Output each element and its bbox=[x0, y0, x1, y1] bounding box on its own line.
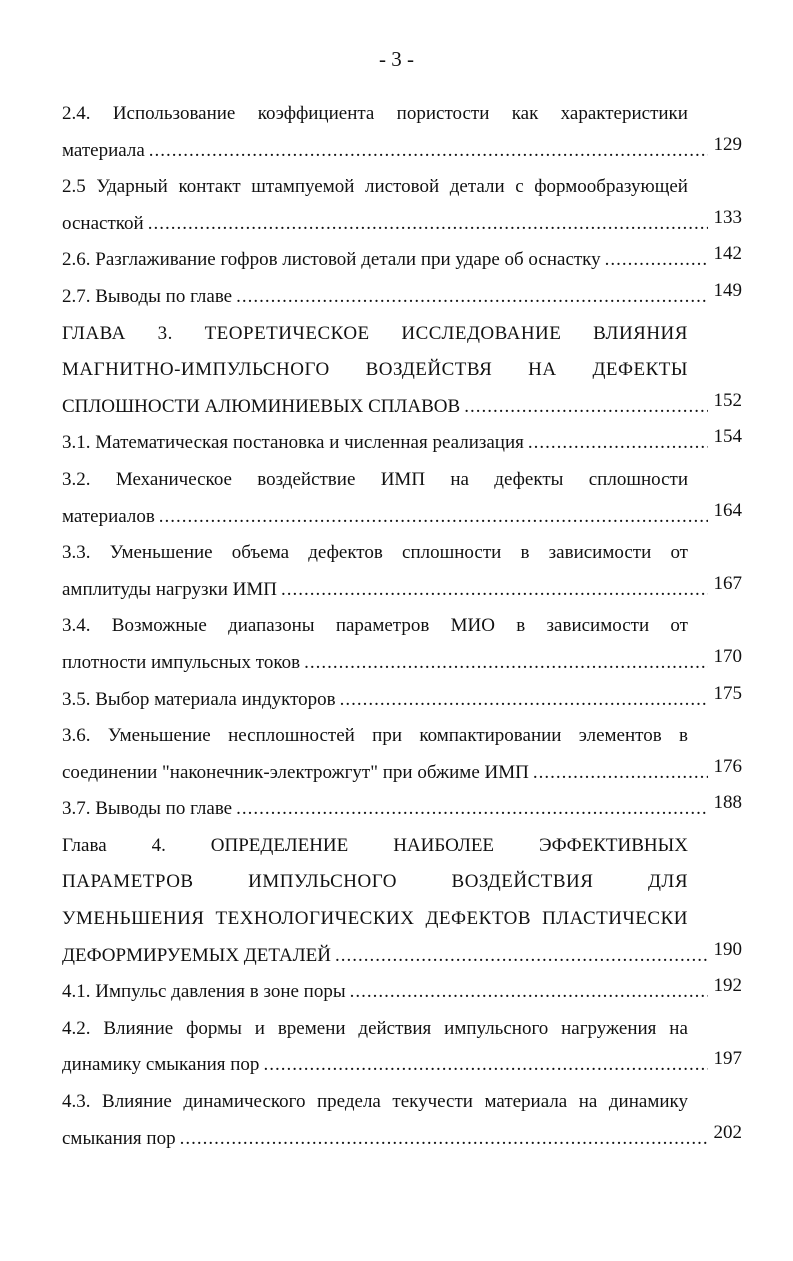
toc-entry-line bbox=[62, 1011, 688, 1048]
toc-page-number: 142 bbox=[713, 243, 742, 265]
toc-word: Влияние bbox=[103, 1017, 174, 1039]
toc-entry-title: плотности импульсных токов bbox=[62, 651, 301, 673]
toc-word: сплошности bbox=[402, 542, 502, 564]
toc-entry bbox=[62, 974, 742, 1011]
toc-entry-title: соединении "наконечник-электрожгут" при обжиме ИМП bbox=[62, 761, 529, 783]
toc-leader-dots bbox=[601, 242, 708, 279]
toc-entry-last-line bbox=[62, 389, 742, 426]
toc-entry-title: 3.5. Выбор материала индукторов bbox=[62, 688, 336, 710]
toc-entry bbox=[62, 828, 742, 974]
toc-word: МИО bbox=[450, 615, 495, 637]
toc-word: НАИБОЛЕЕ bbox=[393, 834, 495, 856]
toc-word: импульсного bbox=[444, 1017, 549, 1039]
toc-word: сплошности bbox=[588, 468, 688, 490]
toc-entry bbox=[62, 96, 742, 169]
toc-entry bbox=[62, 316, 742, 426]
toc-entry-last-line bbox=[62, 425, 742, 462]
toc-page-number: 164 bbox=[713, 499, 742, 521]
toc-word: ДЕФЕКТОВ bbox=[425, 908, 532, 930]
toc-word: 4.2. bbox=[62, 1017, 91, 1039]
toc-entry-last-line bbox=[62, 645, 742, 682]
toc-entry-title: материала bbox=[62, 139, 145, 161]
toc-word: элементов bbox=[578, 725, 662, 747]
toc-word: в bbox=[516, 615, 526, 637]
toc-word: объема bbox=[231, 542, 290, 564]
toc-word: коэффициента bbox=[257, 103, 375, 124]
toc-word: компактировании bbox=[419, 725, 562, 747]
toc-page-number: 154 bbox=[713, 426, 742, 448]
toc-leader-dots bbox=[331, 938, 708, 975]
toc-page-number: 167 bbox=[713, 572, 742, 594]
toc-entry bbox=[62, 1011, 742, 1084]
toc-word: в bbox=[520, 542, 530, 564]
toc-entry bbox=[62, 279, 742, 316]
toc-leader-dots bbox=[155, 499, 708, 536]
toc-word: ПАРАМЕТРОВ bbox=[62, 871, 194, 893]
toc-entry-title: ДЕФОРМИРУЕМЫХ ДЕТАЛЕЙ bbox=[62, 944, 331, 966]
toc-word: от bbox=[670, 615, 688, 637]
toc-word: текучести bbox=[392, 1091, 473, 1113]
toc-entry-title: амплитуды нагрузки ИМП bbox=[62, 578, 277, 600]
toc-entry-title: 3.7. Выводы по главе bbox=[62, 798, 233, 820]
toc-word: формы bbox=[186, 1017, 242, 1039]
toc-page-number: 190 bbox=[713, 938, 742, 960]
toc-word: действия bbox=[358, 1017, 432, 1039]
toc-leader-dots bbox=[346, 974, 708, 1011]
toc-page-number: 129 bbox=[713, 133, 742, 155]
toc-entry-line bbox=[62, 901, 688, 938]
toc-entry bbox=[62, 169, 742, 242]
toc-leader-dots bbox=[277, 572, 708, 609]
toc-entry bbox=[62, 682, 742, 719]
toc-entry-line bbox=[62, 608, 688, 645]
toc-entry-title: оснасткой bbox=[62, 212, 144, 234]
toc-entry-line bbox=[62, 96, 688, 133]
toc-entry bbox=[62, 535, 742, 608]
toc-word: Возможные bbox=[111, 615, 207, 637]
toc-word: характеристики bbox=[560, 103, 688, 124]
toc-word: зависимости bbox=[546, 615, 650, 637]
toc-word: ТЕХНОЛОГИЧЕСКИХ bbox=[215, 908, 415, 930]
toc-word: ВОЗДЕЙСТВЯ bbox=[365, 359, 493, 381]
toc-entry-line bbox=[62, 316, 688, 353]
toc-entry-last-line bbox=[62, 279, 742, 316]
toc-entry-last-line bbox=[62, 974, 742, 1011]
toc-word: предела bbox=[317, 1091, 381, 1113]
toc-word: 3.3. bbox=[62, 542, 91, 564]
toc-word: как bbox=[511, 103, 539, 124]
toc-word: ВЛИЯНИЯ bbox=[593, 322, 688, 344]
toc-word: Уменьшение bbox=[109, 542, 213, 564]
toc-word: ЭФФЕКТИВНЫХ bbox=[539, 834, 688, 856]
toc-word: на bbox=[450, 468, 469, 490]
toc-word: дефекты bbox=[494, 468, 564, 490]
toc-entry bbox=[62, 425, 742, 462]
toc-leader-dots bbox=[336, 682, 708, 719]
toc-leader-dots bbox=[460, 389, 708, 426]
toc-page-number: 152 bbox=[713, 389, 742, 411]
toc-word: ИМП bbox=[380, 468, 426, 490]
toc-word: МАГНИТНО-ИМПУЛЬСНОГО bbox=[62, 359, 330, 381]
toc-word: времени bbox=[277, 1017, 346, 1039]
toc-word: пористости bbox=[396, 103, 490, 124]
toc-word: ДЕФЕКТЫ bbox=[592, 359, 688, 381]
toc-word: Использование bbox=[112, 103, 236, 124]
toc-entry-last-line bbox=[62, 499, 742, 536]
toc-word: УМЕНЬШЕНИЯ bbox=[62, 908, 205, 930]
toc-entry bbox=[62, 462, 742, 535]
toc-leader-dots bbox=[300, 645, 708, 682]
toc-word: параметров bbox=[335, 615, 430, 637]
toc-word: ВОЗДЕЙСТВИЯ bbox=[451, 871, 594, 893]
toc-word: Глава bbox=[62, 834, 107, 856]
toc-page-number: 149 bbox=[713, 279, 742, 301]
toc-word: ДЛЯ bbox=[647, 871, 688, 893]
toc-word: НА bbox=[528, 359, 557, 381]
toc-entry-line bbox=[62, 1084, 688, 1121]
toc-entry bbox=[62, 718, 742, 791]
toc-word: на bbox=[669, 1017, 688, 1039]
toc-word: Механическое bbox=[115, 468, 232, 490]
toc-entry-last-line bbox=[62, 572, 742, 609]
toc-word: 2.5 bbox=[62, 176, 86, 198]
toc-word: 3.2. bbox=[62, 468, 91, 490]
toc-leader-dots bbox=[259, 1047, 708, 1084]
toc-leader-dots bbox=[529, 755, 708, 792]
toc-word: ТЕОРЕТИЧЕСКОЕ bbox=[204, 322, 370, 344]
toc-word: ИССЛЕДОВАНИЕ bbox=[401, 322, 562, 344]
toc-leader-dots bbox=[524, 425, 708, 462]
toc-word: с bbox=[515, 176, 524, 198]
toc-entry-title: динамику смыкания пор bbox=[62, 1054, 260, 1076]
toc-word: и bbox=[254, 1017, 265, 1039]
toc-entry-last-line bbox=[62, 206, 742, 243]
toc-page-number: 175 bbox=[713, 682, 742, 704]
toc-entry-line bbox=[62, 169, 688, 206]
toc-word: детали bbox=[449, 176, 505, 198]
toc-word: несплошностей bbox=[228, 725, 355, 747]
toc-page-number: 192 bbox=[713, 975, 742, 997]
toc-entry-line bbox=[62, 864, 688, 901]
toc-entry-last-line bbox=[62, 1121, 742, 1158]
toc-word: нагружения bbox=[561, 1017, 657, 1039]
toc-word: 3. bbox=[157, 322, 173, 344]
toc-entry-line bbox=[62, 535, 688, 572]
toc-entry-last-line bbox=[62, 133, 742, 170]
toc-word: динамического bbox=[183, 1091, 306, 1113]
toc-word: 3.4. bbox=[62, 615, 91, 637]
toc-entry bbox=[62, 791, 742, 828]
toc-leader-dots bbox=[232, 279, 708, 316]
toc-entry-line bbox=[62, 828, 688, 865]
toc-word: диапазоны bbox=[228, 615, 315, 637]
toc-word: формообразующей bbox=[534, 176, 688, 198]
toc-entry-title: 2.6. Разглаживание гофров листовой детали при ударе об оснастку bbox=[62, 249, 601, 271]
toc-entry-last-line bbox=[62, 938, 742, 975]
table-of-contents bbox=[62, 96, 742, 1157]
toc-leader-dots bbox=[144, 206, 708, 243]
toc-word: динамику bbox=[608, 1091, 688, 1113]
page-number: - 3 - bbox=[379, 47, 414, 71]
toc-entry-title: 4.1. Импульс давления в зоне поры bbox=[62, 981, 346, 1003]
toc-word: Уменьшение bbox=[107, 725, 211, 747]
toc-entry-last-line bbox=[62, 755, 742, 792]
toc-word: ОПРЕДЕЛЕНИЕ bbox=[210, 834, 349, 856]
toc-word: листовой bbox=[364, 176, 440, 198]
toc-page-number: 202 bbox=[713, 1121, 742, 1143]
toc-word: 3.6. bbox=[62, 725, 91, 747]
toc-word: ИМПУЛЬСНОГО bbox=[248, 871, 397, 893]
toc-word: от bbox=[670, 542, 688, 564]
toc-page-number: 176 bbox=[713, 755, 742, 777]
toc-page-number: 188 bbox=[713, 792, 742, 814]
toc-word: Ударный bbox=[96, 176, 168, 198]
toc-word: 4.3. bbox=[62, 1091, 91, 1113]
toc-word: 2.4. bbox=[62, 103, 91, 124]
toc-word: ПЛАСТИЧЕСКИ bbox=[542, 908, 688, 930]
toc-entry-line bbox=[62, 718, 688, 755]
toc-entry bbox=[62, 608, 742, 681]
toc-entry-title: материалов bbox=[62, 505, 155, 527]
toc-word: при bbox=[372, 725, 402, 747]
toc-page-number: 133 bbox=[713, 206, 742, 228]
toc-entry bbox=[62, 1084, 742, 1157]
toc-word: Влияние bbox=[102, 1091, 172, 1113]
toc-word: зависимости bbox=[548, 542, 652, 564]
toc-page-number: 197 bbox=[713, 1048, 742, 1070]
toc-word: ГЛАВА bbox=[62, 322, 126, 344]
toc-word: 4. bbox=[151, 834, 166, 856]
toc-entry-title: 2.7. Выводы по главе bbox=[62, 285, 233, 307]
toc-word: штампуемой bbox=[251, 176, 355, 198]
toc-entry-last-line bbox=[62, 791, 742, 828]
toc-entry-line bbox=[62, 462, 688, 499]
toc-entry-title: СПЛОШНОСТИ АЛЮМИНИЕВЫХ СПЛАВОВ bbox=[62, 395, 461, 417]
toc-entry bbox=[62, 242, 742, 279]
toc-word: материала bbox=[484, 1091, 568, 1113]
toc-word: в bbox=[679, 725, 688, 747]
toc-entry-last-line bbox=[62, 242, 742, 279]
toc-entry-title: 3.1. Математическая постановка и численная реализация bbox=[62, 432, 524, 454]
toc-word: дефектов bbox=[308, 542, 383, 564]
toc-leader-dots bbox=[232, 791, 708, 828]
toc-word: контакт bbox=[178, 176, 241, 198]
toc-entry-last-line bbox=[62, 1047, 742, 1084]
toc-entry-last-line bbox=[62, 682, 742, 719]
toc-entry-title: смыкания пор bbox=[62, 1127, 176, 1149]
toc-leader-dots bbox=[145, 133, 708, 170]
toc-leader-dots bbox=[176, 1121, 708, 1158]
toc-word: воздействие bbox=[257, 468, 356, 490]
toc-page-number: 170 bbox=[713, 645, 742, 667]
toc-word: на bbox=[578, 1091, 598, 1113]
toc-entry-line bbox=[62, 352, 688, 389]
